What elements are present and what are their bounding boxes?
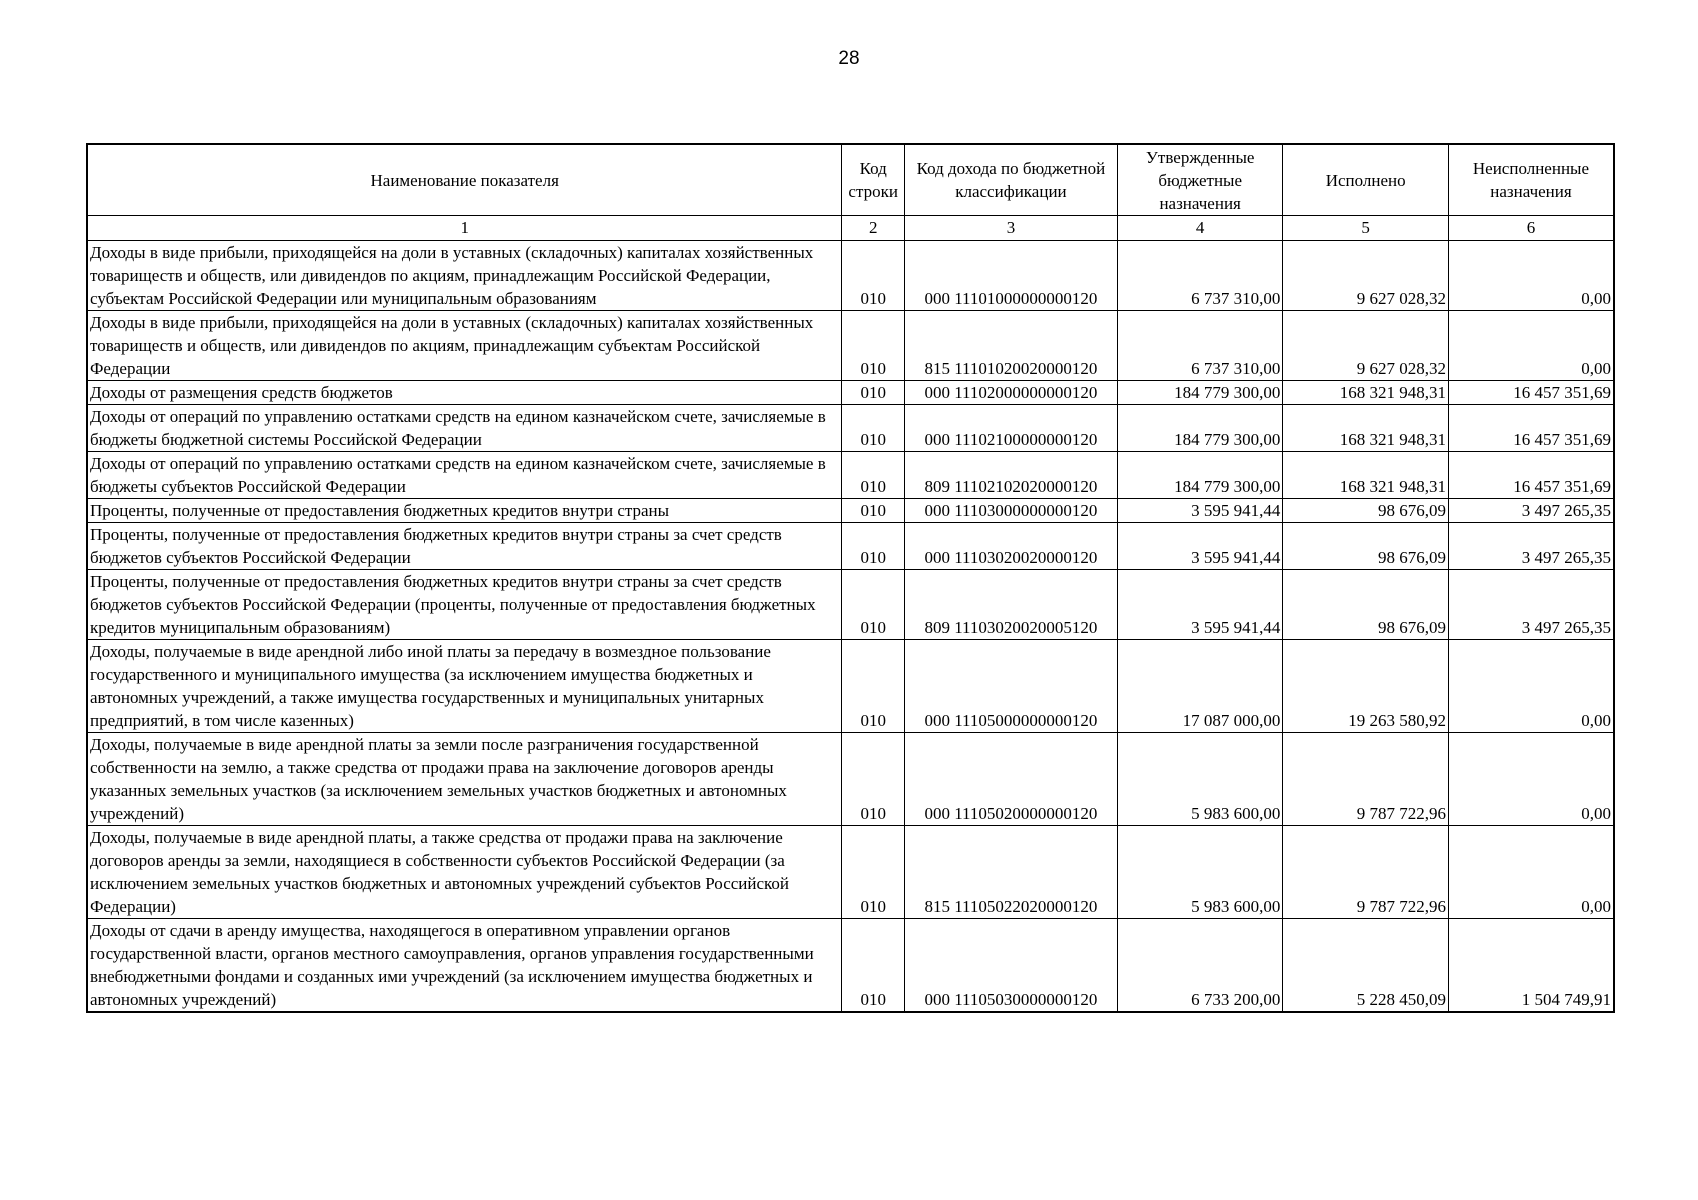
line-code: 010 — [842, 405, 905, 452]
table-row — [87, 452, 1614, 499]
line-code: 010 — [842, 452, 905, 499]
approved-amount: 5 983 600,00 — [1117, 826, 1283, 919]
executed-amount: 9 787 722,96 — [1283, 826, 1449, 919]
column-number: 3 — [904, 216, 1117, 241]
unexecuted-amount: 3 497 265,35 — [1448, 570, 1614, 640]
table-row — [87, 523, 1614, 570]
table-row — [87, 919, 1614, 1013]
line-code: 010 — [842, 919, 905, 1013]
header-executed: Исполнено — [1283, 144, 1449, 216]
indicator-name: Доходы от размещения средств бюджетов — [87, 381, 842, 405]
column-number: 5 — [1283, 216, 1449, 241]
table-row — [87, 241, 1614, 311]
indicator-name: Доходы в виде прибыли, приходящейся на доли в уставных (складочных) капиталах хозяйственных товариществ и обществ, или дивидендов по акциям, принадлежащим Российской Федерации, субъектам Российской Федерации или муниципальным образованиям — [87, 241, 842, 311]
unexecuted-amount: 16 457 351,69 — [1448, 405, 1614, 452]
indicator-name: Доходы, получаемые в виде арендной либо иной платы за передачу в возмездное пользование государственного и муниципального имущества (за исключением имущества бюджетных и автономных учреждений, а также имущества государственных и муниципальных унитарных предприятий, в том числе казенных) — [87, 640, 842, 733]
income-code: 809 11103020020005120 — [904, 570, 1117, 640]
table-row — [87, 570, 1614, 640]
unexecuted-amount: 0,00 — [1448, 733, 1614, 826]
executed-amount: 98 676,09 — [1283, 499, 1449, 523]
executed-amount: 168 321 948,31 — [1283, 452, 1449, 499]
approved-amount: 184 779 300,00 — [1117, 405, 1283, 452]
income-code: 000 11103000000000120 — [904, 499, 1117, 523]
table-row — [87, 826, 1614, 919]
unexecuted-amount: 0,00 — [1448, 640, 1614, 733]
executed-amount: 98 676,09 — [1283, 523, 1449, 570]
income-code: 000 11105030000000120 — [904, 919, 1117, 1013]
unexecuted-amount: 3 497 265,35 — [1448, 523, 1614, 570]
approved-amount: 5 983 600,00 — [1117, 733, 1283, 826]
executed-amount: 5 228 450,09 — [1283, 919, 1449, 1013]
unexecuted-amount: 0,00 — [1448, 241, 1614, 311]
line-code: 010 — [842, 381, 905, 405]
income-code: 000 11103020020000120 — [904, 523, 1117, 570]
approved-amount: 6 737 310,00 — [1117, 241, 1283, 311]
executed-amount: 98 676,09 — [1283, 570, 1449, 640]
income-code: 000 11101000000000120 — [904, 241, 1117, 311]
table-row — [87, 311, 1614, 381]
indicator-name: Доходы от операций по управлению остатками средств на едином казначейском счете, зачисляемые в бюджеты бюджетной системы Российской Федерации — [87, 405, 842, 452]
line-code: 010 — [842, 311, 905, 381]
approved-amount: 184 779 300,00 — [1117, 381, 1283, 405]
table-row — [87, 733, 1614, 826]
table-row — [87, 405, 1614, 452]
column-number-row — [87, 216, 1614, 241]
line-code: 010 — [842, 499, 905, 523]
indicator-name: Доходы, получаемые в виде арендной платы, а также средства от продажи права на заключение договоров аренды за земли, находящиеся в собственности субъектов Российской Федерации (за исключением земельных участков бюджетных и автономных учреждений субъектов Российской Федерации) — [87, 826, 842, 919]
executed-amount: 9 627 028,32 — [1283, 241, 1449, 311]
header-indicator-name: Наименование показателя — [87, 144, 842, 216]
budget-income-table — [86, 143, 1615, 1013]
indicator-name: Проценты, полученные от предоставления бюджетных кредитов внутри страны за счет средств бюджетов субъектов Российской Федерации (проценты, полученные от предоставления бюджетных кредитов муниципальным образованиям) — [87, 570, 842, 640]
indicator-name: Доходы от операций по управлению остатками средств на едином казначейском счете, зачисляемые в бюджеты субъектов Российской Федерации — [87, 452, 842, 499]
unexecuted-amount: 16 457 351,69 — [1448, 452, 1614, 499]
approved-amount: 184 779 300,00 — [1117, 452, 1283, 499]
line-code: 010 — [842, 733, 905, 826]
line-code: 010 — [842, 640, 905, 733]
line-code: 010 — [842, 570, 905, 640]
table-row — [87, 640, 1614, 733]
table-row — [87, 499, 1614, 523]
executed-amount: 168 321 948,31 — [1283, 405, 1449, 452]
income-code: 000 11105020000000120 — [904, 733, 1117, 826]
unexecuted-amount: 3 497 265,35 — [1448, 499, 1614, 523]
header-unexecuted: Неисполненные назначения — [1448, 144, 1614, 216]
approved-amount: 3 595 941,44 — [1117, 499, 1283, 523]
indicator-name: Доходы, получаемые в виде арендной платы за земли после разграничения государственной собственности на землю, а также средства от продажи права на заключение договоров аренды указанных земельных участков (за исключением земельных участков бюджетных и автономных учреждений) — [87, 733, 842, 826]
approved-amount: 3 595 941,44 — [1117, 570, 1283, 640]
header-row — [87, 144, 1614, 216]
header-approved: Утвержденные бюджетные назначения — [1117, 144, 1283, 216]
unexecuted-amount: 16 457 351,69 — [1448, 381, 1614, 405]
income-code: 809 11102102020000120 — [904, 452, 1117, 499]
line-code: 010 — [842, 241, 905, 311]
unexecuted-amount: 1 504 749,91 — [1448, 919, 1614, 1013]
column-number: 2 — [842, 216, 905, 241]
indicator-name: Проценты, полученные от предоставления бюджетных кредитов внутри страны — [87, 499, 842, 523]
line-code: 010 — [842, 523, 905, 570]
executed-amount: 19 263 580,92 — [1283, 640, 1449, 733]
approved-amount: 6 733 200,00 — [1117, 919, 1283, 1013]
column-number: 6 — [1448, 216, 1614, 241]
income-code: 000 11105000000000120 — [904, 640, 1117, 733]
approved-amount: 17 087 000,00 — [1117, 640, 1283, 733]
executed-amount: 9 787 722,96 — [1283, 733, 1449, 826]
approved-amount: 6 737 310,00 — [1117, 311, 1283, 381]
indicator-name: Доходы в виде прибыли, приходящейся на доли в уставных (складочных) капиталах хозяйственных товариществ и обществ, или дивидендов по акциям, принадлежащим субъектам Российской Федерации — [87, 311, 842, 381]
header-line-code: Код строки — [842, 144, 905, 216]
unexecuted-amount: 0,00 — [1448, 826, 1614, 919]
income-code: 000 11102000000000120 — [904, 381, 1117, 405]
income-code: 000 11102100000000120 — [904, 405, 1117, 452]
executed-amount: 9 627 028,32 — [1283, 311, 1449, 381]
indicator-name: Проценты, полученные от предоставления бюджетных кредитов внутри страны за счет средств бюджетов субъектов Российской Федерации — [87, 523, 842, 570]
column-number: 1 — [87, 216, 842, 241]
income-code: 815 11105022020000120 — [904, 826, 1117, 919]
header-income-code: Код дохода по бюджетной классификации — [904, 144, 1117, 216]
table-row — [87, 381, 1614, 405]
income-code: 815 11101020020000120 — [904, 311, 1117, 381]
executed-amount: 168 321 948,31 — [1283, 381, 1449, 405]
unexecuted-amount: 0,00 — [1448, 311, 1614, 381]
indicator-name: Доходы от сдачи в аренду имущества, находящегося в оперативном управлении органов государственной власти, органов местного самоуправления, органов управления государственными внебюджетными фондами и созданных ими учреждений (за исключением имущества бюджетных и автономных учреждений) — [87, 919, 842, 1013]
approved-amount: 3 595 941,44 — [1117, 523, 1283, 570]
line-code: 010 — [842, 826, 905, 919]
page-number: 28 — [838, 48, 860, 69]
column-number: 4 — [1117, 216, 1283, 241]
